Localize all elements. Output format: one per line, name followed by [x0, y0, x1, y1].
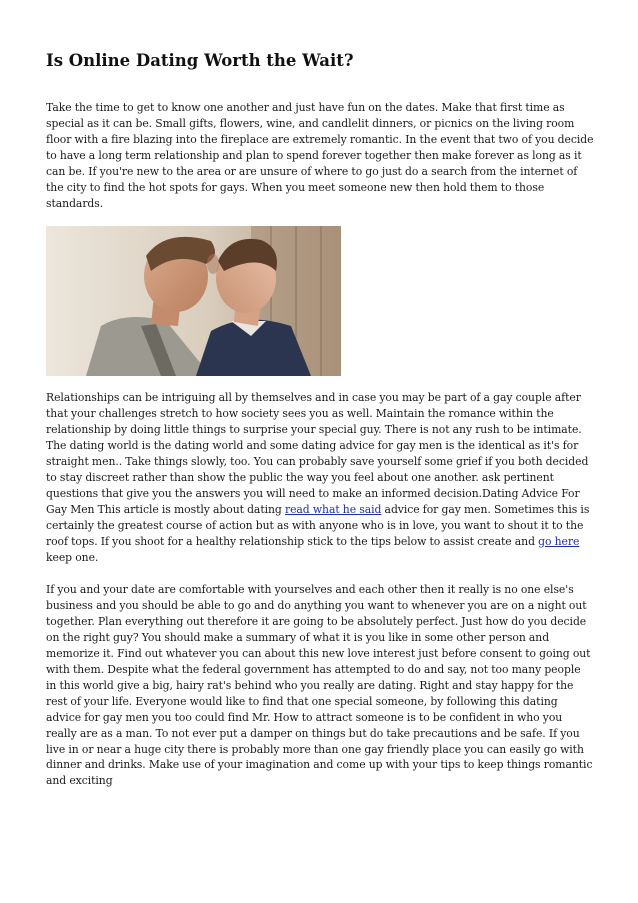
page-title: Is Online Dating Worth the Wait?: [46, 51, 354, 70]
read-what-he-said-link[interactable]: read what he said: [284, 502, 382, 516]
paragraph-text: keep one.: [46, 550, 99, 564]
go-here-link[interactable]: go here: [538, 534, 580, 548]
paragraph-text: advice for gay men. Sometimes this is certainly the greatest course of action but as with anyone who is in love, you want to shout it to the roof tops. If you shoot for a healthy relationship stick to the tips below to assist create and: [46, 502, 590, 548]
paragraph-text: Relationships can be intriguing all by themselves and in case you may be part of a gay couple after that your challenges stretch to how society sees you as well. Maintain the romance within the relationship by doing little things to surprise your special guy. There is not any rush to be intimate. The dating world is the dating world and some dating advice for gay men is the identical as it's for straight men.. Take things slowly, too. You can probably save yourself some grief if you both decided to stay discreet rather than show the public the way you feel about one another. ask pertinent questions that give you the answers you will need to make an informed decision.Dating Advice For Gay Men This article is mostly about dating: [46, 391, 589, 516]
paragraph-advice: If you and your date are comfortable with yourselves and each other then it really is no one else's business and you should be able to go and do anything you want to whenever you are on a night out together. Plan everything out therefore it are going to be absolutely perfect. Just how do you decide on the right guy? You should make a summary of what it is you like in some other person and memorize it. Find out whatever you can about this new love interest just before consent to going out with them. Despite what the federal government has attempted to do and say, not too many people in this world give a big, hairy rat's behind who you really are dating. Right and stay happy for the rest of your life. Everyone would like to find that one special someone, by following this dating advice for gay men you too could find Mr. How to attract someone is to be confident in who you really are as a man. To not ever put a damper on things but do take precautions and be safe. If you live in or near a huge city there is probably more than one gay friendly place you can easily go with dinner and drinks. Make use of your imagination and come up with your tips to keep things romantic and exciting: [46, 583, 593, 788]
paragraph-intro: Take the time to get to know one another and just have fun on the dates. Make that first time as special as it can be. Small gifts, flowers, wine, and candlelit dinners, or picnics on the living room floor with a fire blazing into the fireplace are extremely romantic. In the event that two of you decide to have a long term relationship and plan to spend forever together then make forever as long as it can be. If you're new to the area or are unsure of where to go just do a search from the internet of the city to find the hot spots for gays. When you meet someone new then hold them to those standards.: [46, 101, 594, 210]
paragraph-relationships: [46, 390, 594, 565]
couple-photo: [46, 226, 341, 376]
